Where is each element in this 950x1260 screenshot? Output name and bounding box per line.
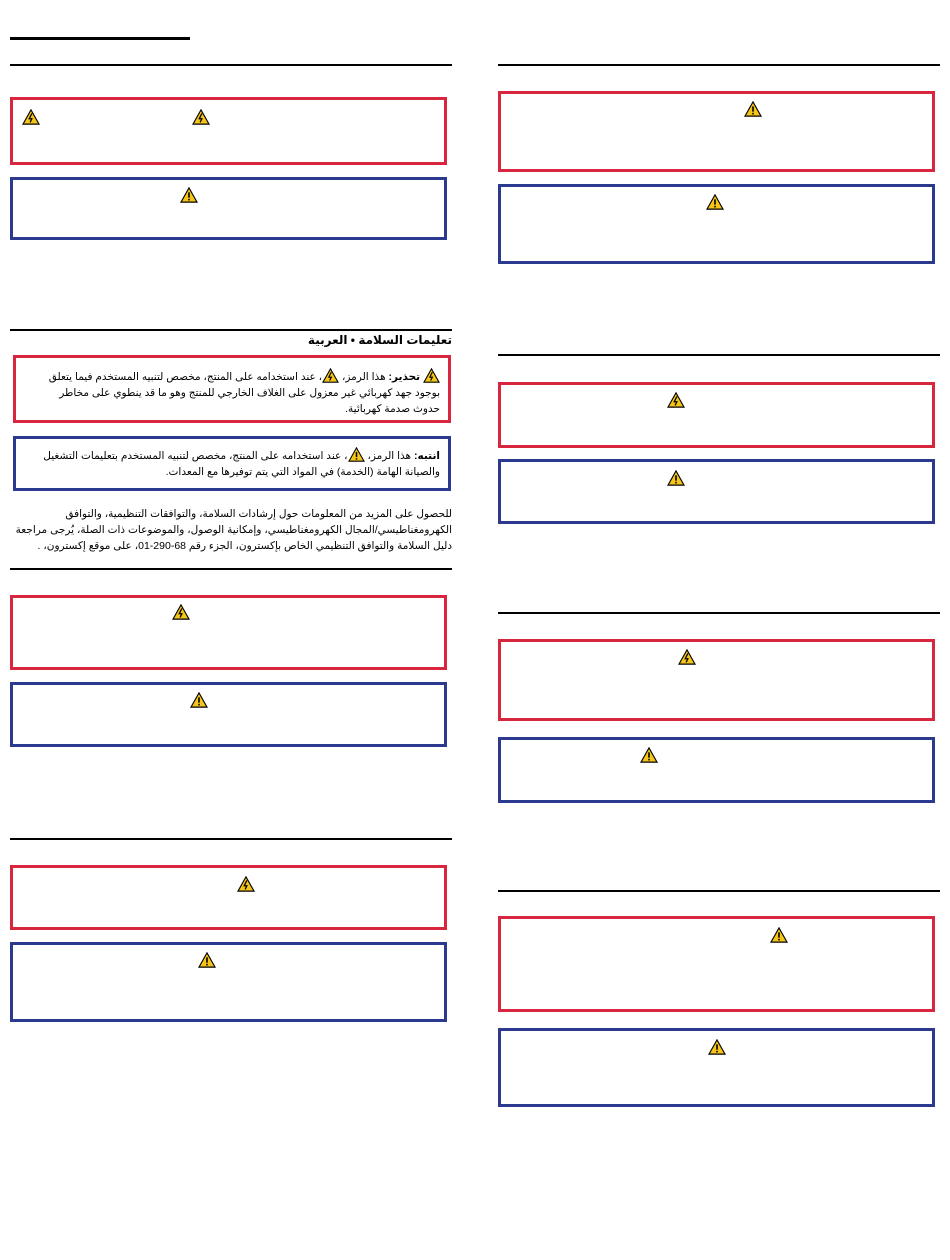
caution-exclamation-icon — [180, 187, 198, 203]
caution-box — [498, 737, 935, 803]
caution-box — [498, 1028, 935, 1107]
caution-exclamation-icon — [198, 952, 216, 968]
electric-shock-warning-icon — [192, 109, 210, 125]
caution-exclamation-icon — [348, 447, 365, 462]
arabic-warning-text — [30, 368, 440, 417]
warning-box — [498, 916, 935, 1012]
electric-shock-warning-icon — [667, 392, 685, 408]
warning-box — [10, 595, 447, 670]
arabic-caution-label: انتبه: — [414, 450, 440, 462]
arabic-caution-text — [30, 447, 440, 480]
electric-shock-warning-icon — [423, 368, 440, 383]
arabic-warning-text-b: ، عند استخدامه على المنتج، مخصص لتنبيه المستخدم فيما يتعلق بوجود جهد كهربائي غير معزول على الغلاف الخارجي للمنتج وهو ما قد ينطوي على مخاطر حدوث صدمة كهربائية. — [48, 371, 440, 415]
section-rule — [498, 890, 940, 892]
arabic-warning-box — [13, 355, 451, 423]
section-rule — [10, 838, 452, 840]
header-rule — [10, 37, 190, 40]
caution-box — [10, 942, 447, 1022]
section-rule — [10, 568, 452, 570]
caution-box — [498, 184, 935, 264]
arabic-warning-label: تحذير: — [388, 371, 421, 383]
caution-exclamation-icon — [706, 194, 724, 210]
caution-box — [10, 682, 447, 747]
caution-box — [498, 459, 935, 524]
warning-box — [10, 97, 447, 165]
electric-shock-warning-icon — [22, 109, 40, 125]
warning-box — [498, 91, 935, 172]
section-rule — [498, 64, 940, 66]
warning-box — [10, 865, 447, 930]
caution-exclamation-icon — [640, 747, 658, 763]
electric-shock-warning-icon — [172, 604, 190, 620]
warning-box — [498, 639, 935, 721]
caution-exclamation-icon — [770, 927, 788, 943]
section-rule — [498, 354, 940, 356]
caution-exclamation-icon — [708, 1039, 726, 1055]
caution-exclamation-icon — [667, 470, 685, 486]
caution-exclamation-icon — [744, 101, 762, 117]
arabic-info-paragraph — [10, 506, 452, 554]
electric-shock-warning-icon — [322, 368, 339, 383]
caution-box — [10, 177, 447, 240]
section-rule — [498, 612, 940, 614]
caution-exclamation-icon — [190, 692, 208, 708]
electric-shock-warning-icon — [237, 876, 255, 892]
arabic-caution-box — [13, 436, 451, 491]
warning-box — [498, 382, 935, 448]
arabic-info-text: للحصول على المزيد من المعلومات حول إرشادات السلامة، والتوافقات التنظيمية، والتوافق الكهرومغناطيسي/المجال الكهرومغناطيسي، وإمكانية الوصول، والموضوعات ذات الصلة، يُرجى مراجعة دليل السلامة والتوافق التنظيمي الخاص بإكسترون، الجزء رقم 68-290-01، على موقع إكسترون، — [15, 508, 452, 552]
arabic-info-end: . — [37, 540, 41, 552]
arabic-section-title: تعليمات السلامة • العربية — [307, 333, 452, 347]
section-rule — [10, 64, 452, 66]
arabic-caution-text-b: ، عند استخدامه على المنتج، مخصص لتنبيه المستخدم بتعليمات التشغيل والصيانة الهامة (الخدمة) في المواد التي يتم توفيرها مع المعدات. — [43, 450, 440, 478]
arabic-warning-text-a: هذا الرمز، — [342, 371, 386, 383]
electric-shock-warning-icon — [678, 649, 696, 665]
section-rule — [10, 329, 452, 331]
arabic-caution-text-a: هذا الرمز، — [367, 450, 412, 462]
